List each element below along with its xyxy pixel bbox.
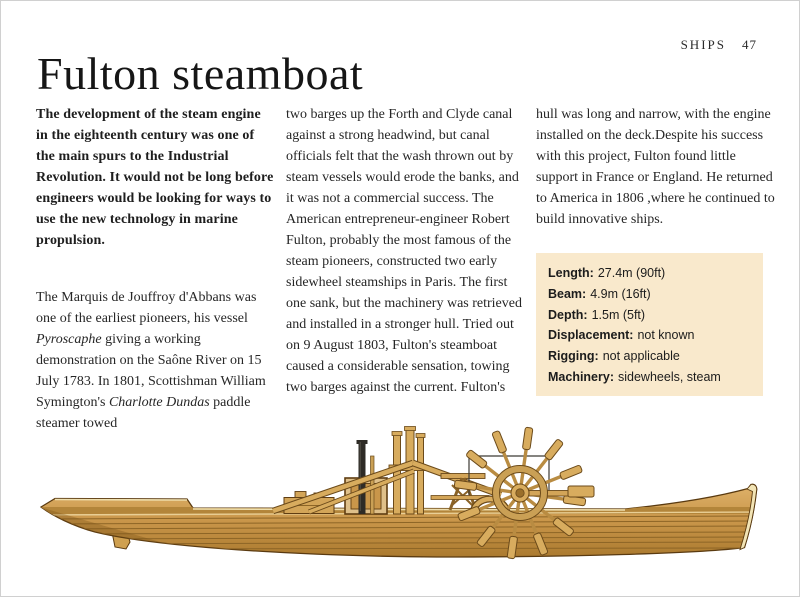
- specifications-box: [536, 253, 763, 396]
- vessel-name-charlotte-dundas: Charlotte Dundas: [108, 395, 210, 410]
- intro-paragraph: The development of the steam engine in the eighteenth century was one of the main spurs to the Industrial Revolution. It would not be long before engineers would be looking for ways to use the new technology in marine propulsion.: [36, 107, 274, 248]
- spec-row-length: [548, 263, 757, 284]
- page-title: Fulton steamboat: [37, 48, 364, 99]
- spec-value: not known: [637, 328, 695, 343]
- vessel-name-pyroscaphe: Pyroscaphe: [36, 332, 102, 347]
- spec-value: sidewheels, steam: [618, 369, 721, 384]
- spec-value: 27.4m (90ft): [597, 266, 666, 280]
- column-1: [36, 104, 276, 434]
- spec-label: Length:: [548, 266, 594, 280]
- spec-label: Displacement:: [548, 328, 634, 343]
- spec-value: not applicable: [602, 349, 680, 364]
- body-paragraph: hull was long and narrow, with the engine installed on the deck.Despite his success with this project, Fulton found little support in France or England. He returned to America in 1806 ,where he continued to build innovative ships.: [536, 107, 775, 227]
- text-run: paddle steamer towed: [36, 395, 251, 431]
- spec-label: Beam:: [548, 286, 587, 301]
- running-header: [681, 37, 757, 53]
- spec-row-rigging: [548, 346, 757, 367]
- text-run: The Marquis de Jouffroy d'Abbans was one of the earliest pioneers, his vessel: [36, 290, 257, 326]
- axle-arm-blade: [568, 486, 594, 497]
- spec-value: 1.5m (5ft): [591, 307, 646, 322]
- body-paragraph: two barges up the Forth and Clyde canal against a strong headwind, but canal officials felt that the wash thrown out by steam vessels would erode the banks, and it was not a commercial success. The American entrepreneur-engineer Robert Fulton, probably the most famous of the steam pioneers, constructed two early sidewheel steamships in Paris. The first one sank, but the machinery was retrieved and installed in a stronger hull. Tried out on 9 August 1803, Fulton's steamboat caused a considerable sensation, towing two barges against the current. Fulton's: [286, 107, 522, 395]
- spec-row-beam: [548, 284, 757, 305]
- steamboat-illustration: [1, 411, 800, 597]
- spec-label: Depth:: [548, 307, 588, 322]
- spec-value: 4.9m (16ft): [590, 286, 651, 301]
- spec-label: Rigging:: [548, 349, 599, 364]
- column-3: [536, 104, 776, 384]
- spec-row-machinery: [548, 367, 757, 388]
- text-run: giving a working demonstration on the Saône River on 15 July 1783. In 1801, Scottishman William Symington's: [36, 332, 266, 410]
- spec-label: Machinery:: [548, 369, 614, 384]
- column-2: [286, 104, 526, 398]
- page-number: 47: [742, 37, 757, 52]
- section-label: SHIPS: [680, 37, 726, 52]
- spec-row-depth: [548, 305, 757, 326]
- spec-row-displacement: [548, 325, 757, 346]
